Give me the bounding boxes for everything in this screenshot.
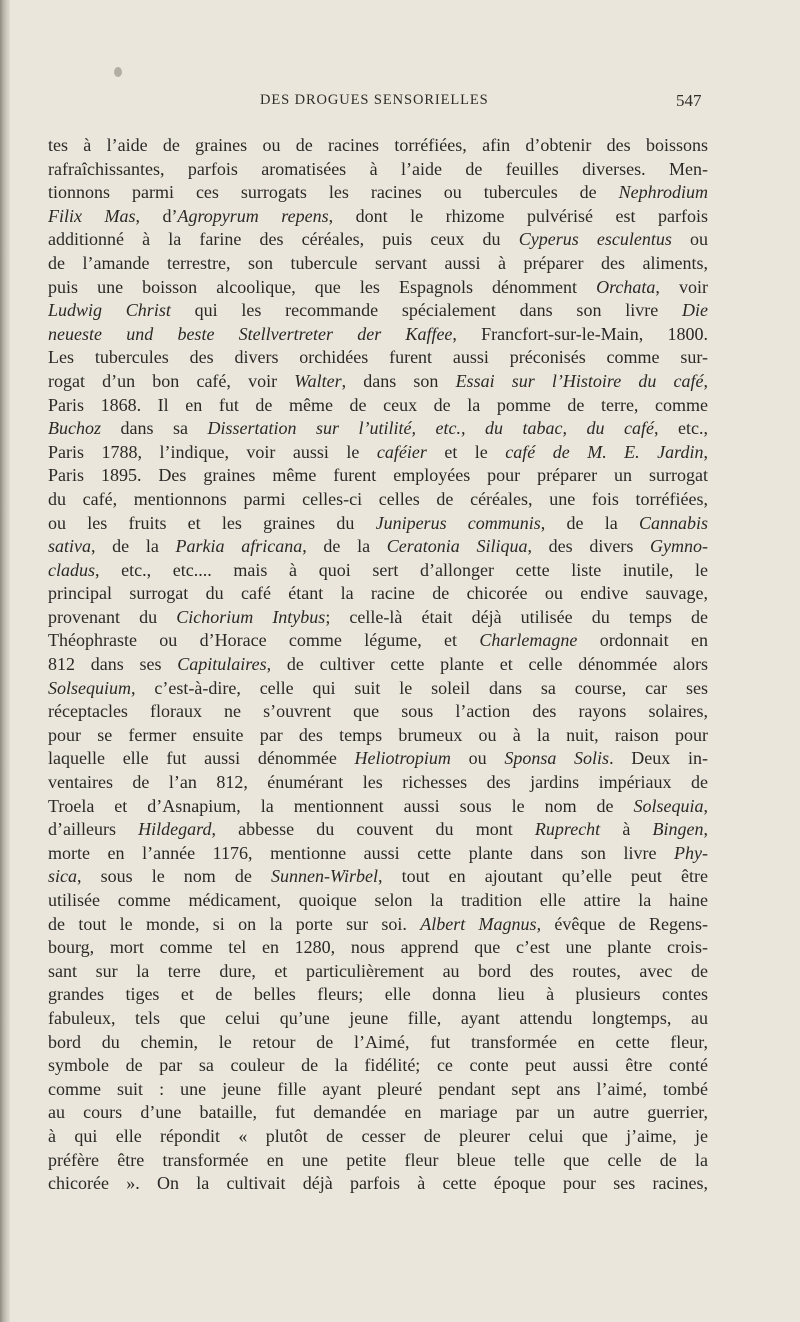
text-segment: d’ailleurs (48, 819, 139, 840)
text-line (48, 629, 708, 653)
text-line (48, 1172, 708, 1196)
text-segment: laquelle elle fut aussi dénommée (48, 748, 355, 769)
text-segment: ou les fruits et les graines du (48, 512, 376, 533)
italic-text: Albert Magnus (420, 913, 537, 934)
italic-text: Gymno- (650, 536, 708, 557)
italic-text: cladus (48, 559, 95, 580)
text-line (48, 983, 708, 1007)
italic-text: Orchata (596, 276, 656, 297)
text-line (48, 913, 708, 937)
italic-text: caféier (376, 441, 427, 462)
text-line (48, 181, 708, 205)
text-segment: qui les recommande spécialement dans son livre (170, 300, 682, 321)
text-segment: dans sa (101, 418, 208, 439)
text-segment: au cours d’une bataille, fut demandée en mariage par un autre guerrier, (48, 1102, 708, 1123)
text-segment: , (703, 370, 708, 391)
text-segment: Troela et d’Asnapium, la mentionnent aussi sous le nom de (48, 795, 634, 816)
italic-text: Capitulaires (177, 654, 267, 675)
text-segment: grandes tiges et de belles fleurs; elle donna lieu à plusieurs contes (48, 984, 708, 1005)
text-line (48, 889, 708, 913)
italic-text: Solsequium (48, 677, 131, 698)
text-line (48, 606, 708, 630)
running-head: DES DROGUES SENSORIELLES (260, 92, 489, 108)
italic-text: Sponsa Solis (504, 748, 610, 769)
text-line (48, 512, 708, 536)
text-segment: ou (450, 748, 505, 769)
text-line (48, 842, 708, 866)
text-segment: , dont le rhizome pulvérisé est parfois (328, 205, 708, 226)
text-line (48, 677, 708, 701)
text-line (48, 1101, 708, 1125)
text-line (48, 346, 708, 370)
text-line (48, 535, 708, 559)
text-segment: tionnons parmi ces surrogats les racines ou tubercules de (48, 182, 619, 203)
italic-text: Bingen (652, 819, 704, 840)
italic-text: Walter (294, 370, 342, 391)
text-line (48, 936, 708, 960)
italic-text: Die (682, 300, 708, 321)
text-segment: comme suit : une jeune fille ayant pleuré pendant sept ans l’aimé, tombé (48, 1078, 708, 1099)
italic-text: Dissertation sur l’utilité, etc., du tabac, du café (207, 418, 655, 439)
text-segment: Paris 1788, l’indique, voir aussi le (48, 441, 377, 462)
text-line (48, 795, 708, 819)
text-segment: utilisée comme médicament, quoique selon la tradition elle attire la haine (48, 890, 708, 910)
italic-text: Ceratonia Siliqua (386, 536, 528, 557)
italic-text: Juniperus communis (375, 512, 541, 533)
text-segment: préfère être transformée en une petite fleur bleue telle que celle de la (48, 1149, 708, 1170)
text-segment: , dans son (341, 370, 456, 391)
text-segment: , de la (91, 536, 176, 557)
text-line (48, 370, 708, 394)
text-line (48, 299, 708, 323)
italic-text: Heliotropium (354, 748, 451, 769)
text-line (48, 228, 708, 252)
text-line (48, 394, 708, 418)
italic-text: Nephrodium (618, 182, 708, 203)
text-segment: rogat d’un bon café, voir (48, 370, 295, 391)
text-segment: réceptacles floraux ne s’ouvrent que sous l’action des rayons solaires, (48, 701, 708, 722)
text-segment: provenant du (48, 606, 177, 627)
text-segment: sant sur la terre dure, et particulièrement au bord des routes, avec de (48, 960, 708, 981)
text-line (48, 700, 708, 724)
italic-text: Cyperus esculentus (518, 229, 672, 250)
text-segment: du café, mentionnons parmi celles-ci celles de céréales, une fois torréfiées, (48, 488, 708, 509)
text-line (48, 747, 708, 771)
italic-text: Buchoz (48, 418, 101, 439)
text-segment: , abbesse du couvent du mont (211, 819, 535, 840)
body-text (48, 134, 708, 1196)
text-line (48, 205, 708, 229)
text-line (48, 276, 708, 300)
italic-text: Filix Mas (48, 205, 136, 226)
text-line (48, 488, 708, 512)
text-segment: ou (671, 229, 708, 250)
text-segment: Paris 1868. Il en fut de même de ceux de la pomme de terre, comme (48, 394, 708, 415)
text-segment: , (703, 441, 708, 462)
text-segment: à (600, 819, 653, 840)
text-segment: morte en l’année 1176, mentionne aussi cette plante dans son livre (48, 842, 675, 863)
text-segment: . Deux in- (609, 748, 708, 769)
text-segment: chicorée ». On la cultivait déjà parfois à cette époque pour ses racines, (48, 1173, 708, 1194)
text-line (48, 441, 708, 465)
text-line (48, 1007, 708, 1031)
text-segment: , Francfort-sur-le-Main, 1800. (452, 323, 708, 344)
text-line (48, 1125, 708, 1149)
text-segment: symbole de par sa couleur de la fidélité; ce conte peut aussi être conté (48, 1055, 708, 1076)
italic-text: Parkia africana (175, 536, 303, 557)
italic-text: sativa (48, 536, 91, 557)
italic-text: café de M. E. Jardin (505, 441, 704, 462)
text-segment: Les tubercules des divers orchidées furent aussi préconisés comme sur- (48, 347, 708, 368)
text-segment: , (703, 819, 708, 840)
text-segment: , etc., etc.... mais à quoi sert d’allonger cette liste inutile, le (95, 559, 708, 580)
italic-text: Agropyrum repens (177, 205, 329, 226)
text-segment: rafraîchissantes, parfois aromatisées à l’aide de feuilles diverses. Men- (48, 158, 708, 179)
text-segment: à qui elle répondit « plutôt de cesser de pleurer celui que j’aime, je (48, 1125, 708, 1146)
text-line (48, 771, 708, 795)
text-segment: Paris 1895. Des graines même furent employées pour préparer un surrogat (48, 465, 708, 486)
text-segment: tes à l’aide de graines ou de racines torréfiées, afin d’obtenir des boissons (48, 135, 708, 155)
text-segment: ; celle-là était déjà utilisée du temps de (325, 606, 708, 627)
text-segment: , de la (302, 536, 387, 557)
text-segment: ventaires de l’an 812, énumérant les richesses des jardins impériaux de (48, 772, 708, 793)
italic-text: Ludwig Christ (48, 300, 171, 321)
text-segment: puis une boisson alcoolique, que les Espagnols dénomment (48, 276, 597, 297)
text-segment: bord du chemin, le retour de l’Aimé, fut transformée en cette fleur, (48, 1031, 708, 1052)
text-segment: , évêque de Regens- (536, 913, 708, 934)
text-segment: pour se fermer ensuite par des temps brumeux ou à la nuit, raison pour (48, 724, 708, 745)
text-segment: , de cultiver cette plante et celle dénommée alors (266, 654, 708, 675)
italic-text: Cannabis (638, 512, 708, 533)
text-segment: de l’amande terrestre, son tubercule servant aussi à préparer des aliments, (48, 252, 708, 273)
text-segment: , des divers (527, 536, 651, 557)
text-segment: et le (426, 441, 506, 462)
text-line (48, 582, 708, 606)
text-segment: , c’est-à-dire, celle qui suit le soleil dans sa course, car ses (131, 677, 708, 698)
italic-text: Charlemagne (479, 630, 578, 651)
text-line (48, 1078, 708, 1102)
text-segment: , etc., (654, 418, 708, 439)
italic-text: Hildegard (138, 819, 212, 840)
text-segment: de tout le monde, si on la porte sur soi. (48, 913, 421, 934)
text-segment: additionné à la farine des céréales, puis ceux du (48, 229, 519, 250)
italic-text: sica (48, 866, 77, 887)
text-segment: Théophraste ou d’Horace comme légume, et (48, 630, 480, 651)
text-line (48, 1031, 708, 1055)
text-line (48, 724, 708, 748)
text-line (48, 417, 708, 441)
text-line (48, 865, 708, 889)
italic-text: Essai sur l’Histoire du café (455, 370, 704, 391)
text-line (48, 158, 708, 182)
text-line (48, 323, 708, 347)
text-line (48, 960, 708, 984)
ink-spot (114, 67, 122, 77)
text-segment: principal surrogat du café étant la racine de chicorée ou endive sauvage, (48, 583, 708, 604)
text-line (48, 1054, 708, 1078)
text-segment: , sous le nom de (77, 866, 271, 887)
text-line (48, 559, 708, 583)
text-segment: , d’ (135, 205, 178, 226)
text-segment: , de la (540, 512, 639, 533)
italic-text: neueste und beste Stellvertreter der Kaffee (48, 323, 453, 344)
text-line (48, 818, 708, 842)
text-line (48, 1149, 708, 1173)
italic-text: Ruprecht (534, 819, 601, 840)
page-number: 547 (676, 91, 702, 110)
text-segment: ordonnait en (577, 630, 708, 651)
text-segment: , tout en ajoutant qu’elle peut être (377, 866, 708, 887)
text-line (48, 252, 708, 276)
page-binding-edge (0, 0, 10, 1322)
italic-text: Solsequia (633, 795, 704, 816)
italic-text: Sunnen-Wirbel (271, 866, 378, 887)
text-line (48, 464, 708, 488)
italic-text: Phy- (674, 842, 708, 863)
text-segment: , (703, 795, 708, 816)
text-line (48, 134, 708, 158)
text-segment: fabuleux, tels que celui qu’une jeune fille, ayant attendu longtemps, au (48, 1007, 708, 1028)
text-segment: 812 dans ses (48, 654, 178, 675)
text-line (48, 653, 708, 677)
italic-text: Cichorium Intybus (176, 606, 326, 627)
text-segment: , voir (655, 276, 708, 297)
text-segment: bourg, mort comme tel en 1280, nous apprend que c’est une plante crois- (48, 937, 708, 958)
